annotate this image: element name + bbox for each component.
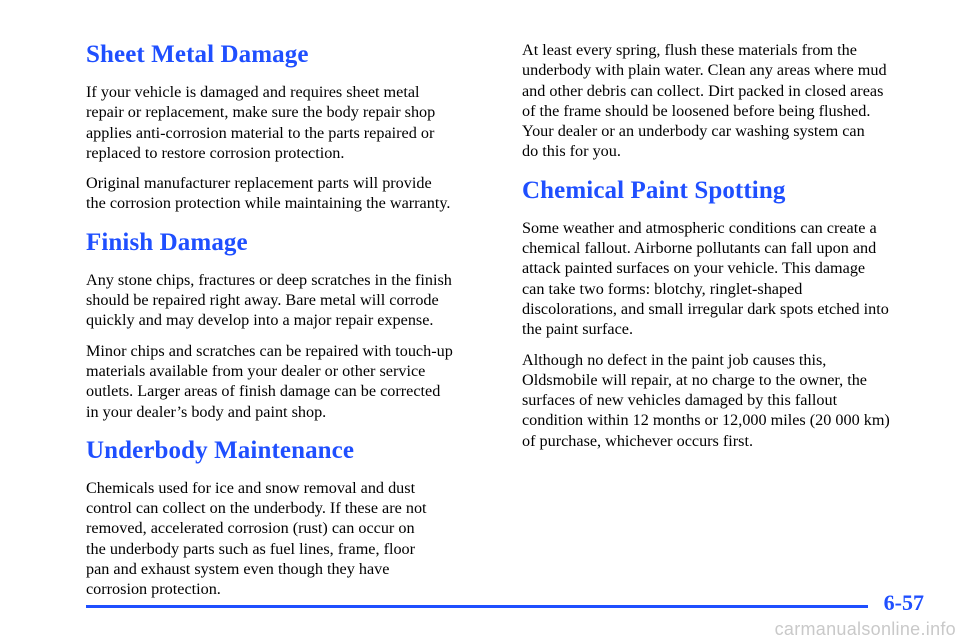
paragraph: Any stone chips, fractures or deep scratches in the finish should be repaired right away. Bare metal will corrode quickly and may develop into a major repair expense. (86, 270, 452, 330)
section-underbody-continuation (522, 40, 932, 162)
paragraph: Minor chips and scratches can be repaired with touch-up materials available from your dealer or other service outlets. Larger areas of finish damage can be corrected in your dealer’s body and paint shop. (86, 341, 453, 421)
section-heading: Sheet Metal Damage (86, 41, 309, 68)
paragraph: Original manufacturer replacement parts will provide the corrosion protection while maintaining the warranty. (86, 174, 451, 213)
section-chemical-paint-spotting (522, 176, 932, 451)
paragraph: Some weather and atmospheric conditions can create a chemical fallout. Airborne pollutants can fall upon and attack painted surfaces on your vehicle. This damage can take two forms: blotchy, ringlet-shaped discolorations, and small irregular dark spots etched into the paint surface. (522, 218, 889, 339)
section-heading: Finish Damage (86, 228, 248, 256)
section-heading: Chemical Paint Spotting (522, 176, 786, 204)
left-column (86, 40, 496, 614)
paragraph: Chemicals used for ice and snow removal and dust control can collect on the underbody. If these are not removed, accelerated corrosion (rust) can occur on the underbody parts such as fuel lines, frame, floor pan and exhaust system even though they have corrosion protection. (86, 478, 427, 599)
section-underbody-maintenance (86, 436, 496, 600)
section-heading: Underbody Maintenance (86, 436, 355, 464)
footer-rule (86, 605, 868, 608)
paragraph: Although no defect in the paint job causes this, Oldsmobile will repair, at no charge to the owner, the surfaces of new vehicles damaged by this fallout condition within 12 months or 12,000 miles (20 000 km) of purchase, whichever occurs first. (522, 350, 890, 450)
watermark: carmanualsonline.info (774, 619, 956, 639)
section-finish-damage (86, 228, 496, 422)
page-number: 6-57 (883, 590, 924, 615)
right-column (522, 40, 932, 465)
section-sheet-metal-damage (86, 40, 496, 214)
paragraph: At least every spring, flush these materials from the underbody with plain water. Clean any areas where mud and other debris can collect. Dirt packed in closed areas of the frame should be loosened before being flushed. Your dealer or an underbody car washing system can do this for you. (522, 41, 887, 161)
paragraph: If your vehicle is damaged and requires sheet metal repair or replacement, make sure the body repair shop applies anti-corrosion material to the parts repaired or replaced to restore corrosion protection. (86, 83, 436, 162)
